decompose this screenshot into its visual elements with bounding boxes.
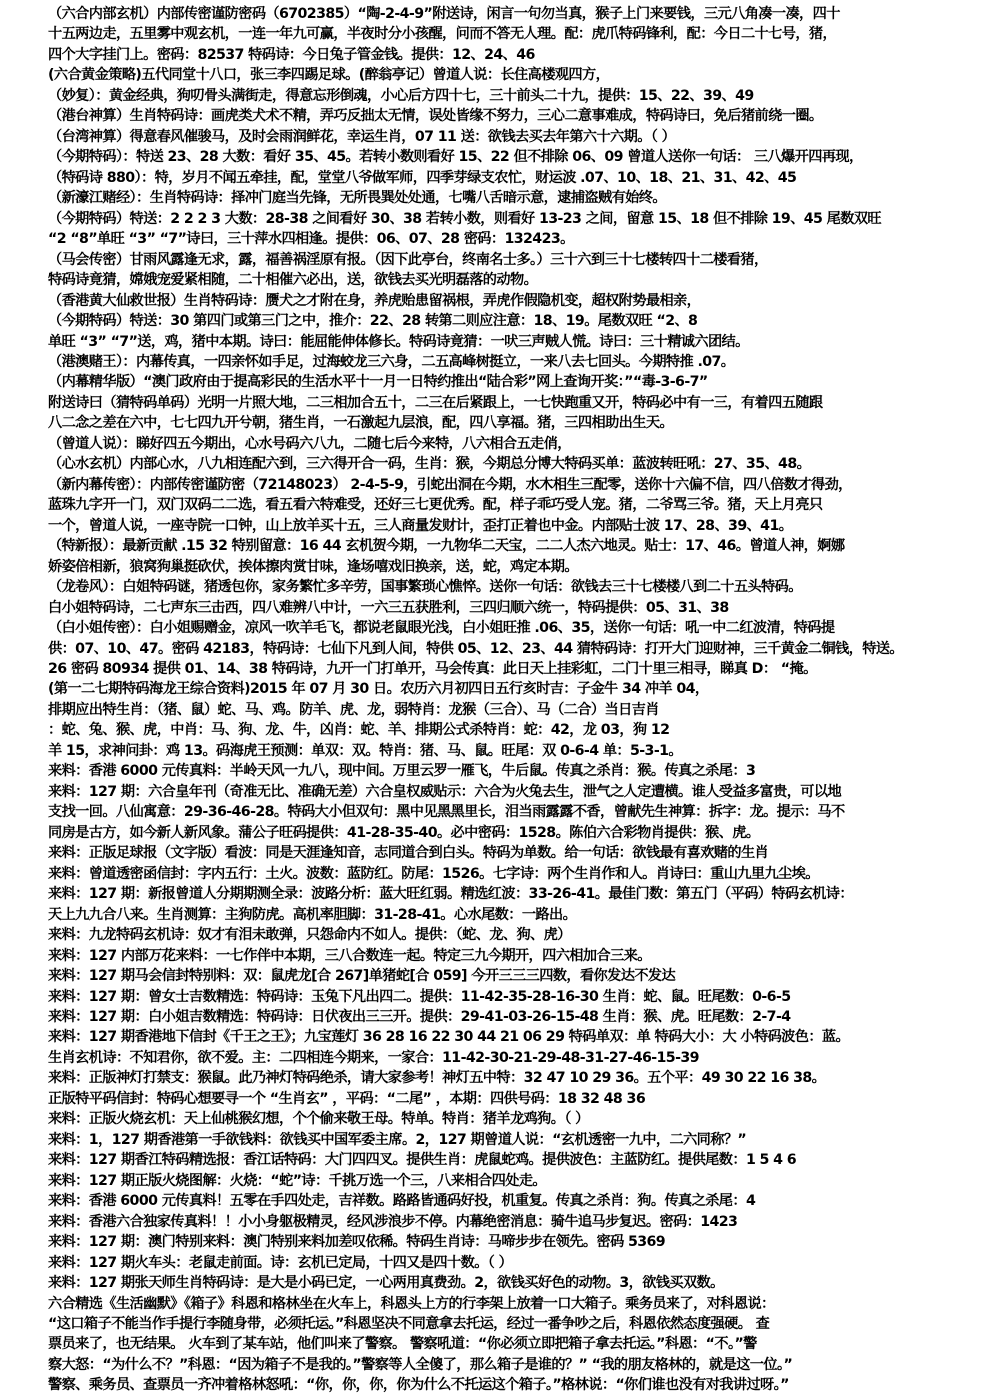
text-line: (六合黄金策略)五代同堂十八口，张三李四踢足球。(醉翁亭记）曾道人说：长住高楼观四方， [48, 67, 610, 84]
text-line: 供：07、10、47。密码 42183，特码诗：七仙下凡到人间，特供 05、12、23、44 猜特码诗：打开大门迎财神，三千黄金二铜钱，特送。 [48, 640, 903, 657]
text-line: 来料：127 期马会信封特别料：双：鼠虎龙[合 267]单猪蛇[合 059] 今开三三三四数，看你发达不发达 [48, 968, 676, 985]
text-line: 正版特平码信封：特码心想要寻一个 “生肖玄” ，平码：“二尾” ，本期：四供号码：18 32 48 36 [48, 1090, 646, 1107]
text-line: （妙复）：黄金经典，狗叨骨头满街走，得意忘形倒魂，小心后方四十七，三十前头二十九，提供：15、22、39、49 [48, 87, 754, 104]
text-line: ：蛇、兔、猴、虎，中肖：马、狗、龙、牛，凶肖：蛇、羊、排期公式杀特肖：蛇：42，龙 03，狗 12 [48, 722, 670, 739]
text-line: 来料：127 期张天师生肖特码诗：是大是小码已定，一心两用真费劲。2，欲钱买好色的动物。3，欲钱买双数。 [48, 1275, 724, 1292]
text-line: “2 “8”单旺 “3” “7”诗曰，三十萍水四相逢。提供：06、07、28 密码：132423。 [48, 231, 574, 248]
text-line: (第一二七期特码海龙王综合资料)2015 年 07 月 30 日。农历六月初四日五行亥时吉：子金牛 34 冲羊 04， [48, 681, 709, 698]
text-line: 票员来了，也无结果。 火车到了某车站，他们叫来了警察。 警察吼道：“你必须立即把箱子拿去托运。”科恩：“不。”警 [48, 1336, 757, 1353]
text-line: 八二念之差在六中，七七四九开兮朝，猪生肖，一石激起九层浪，配，四八享福。猪，三四相助出生天。 [48, 415, 674, 432]
text-line: （白小姐传密）：白小姐赐赠金，凉风一吹羊毛飞，都说老鼠眼光浅，白小姐旺推 .06、35，送你一句话：吼一中二红波清，特码提 [48, 620, 835, 637]
text-line: 来料：127 内部万花来料：一七作伴中本期，三八合数连一起。特定三九今期开，四六相加合三来。 [48, 947, 651, 964]
text-line: 来料：127 期：白小姐吉数精选：特码诗：日伏夜出三三开。提供：29-41-03-26-15-48 生肖：猴、虎。旺尾数：2-7-4 [48, 1008, 791, 1025]
text-line: 来料：正版神灯打禁支：猴鼠。此乃神灯特码绝杀，请大家参考！神灯五中特：32 47 10 29 36。五个平：49 30 22 16 38。 [48, 1070, 826, 1087]
text-line: （内幕精华版）“澳门政府由于提高彩民的生活水平十一月一日特约推出“陆合彩”网上查询开奖：”“毒-3-6-7” [48, 374, 708, 391]
text-line: （台湾神算）得意春风催骏马，及时会雨润鲜花，幸运生肖，07 11 送：欲钱去买去年第六十六期。（ ） [48, 128, 676, 145]
text-line: 来料：127 期：曾女士吉数精选：特码诗：玉兔下凡出四二。提供：11-42-35-28-16-30 生肖：蛇、鼠。旺尾数：0-6-5 [48, 988, 791, 1005]
text-line: （港澳赌王）：内幕传真，一四亲怀如手足，过海蛟龙三六身，二五高峰树挺立，一来八去七回头。今期特推 .07。 [48, 353, 735, 370]
text-line: 羊 15，求神问卦：鸡 13。码海虎王预测：单双：双。特肖：猪、马、鼠。旺尾：双 0-6-4 单：5-3-1。 [48, 742, 682, 759]
text-line: 来料：127 期正版火烧图解：火烧：“蛇”诗：千挑万选一个三，八来相合四处走。 [48, 1172, 546, 1189]
text-line: 天上九九合八来。生肖测算：主狗防虎。高机率胆脚：31-28-41。心水尾数：一路出。 [48, 906, 577, 923]
text-line: 察大怒：“为什么不？”科恩：“因为箱子不是我的。”警察等人全傻了，那么箱子是谁的？” “我的朋友格林的，就是这一位。” [48, 1356, 793, 1373]
text-line: “这口箱子不能当作手提行李随身带，必须托运。”科恩坚决不同意拿去托运，经过一番争吵之后，科恩依然态度强硬。 查 [48, 1316, 770, 1332]
text-line: （心水玄机）内部心水，八九相连配六到，三六得开合一码，生肖：猴，今期总分博大特码买单：蓝波转旺吼：27、35、48。 [48, 456, 811, 473]
text-line: 来料：九龙特码玄机诗：奴才有泪未敢弹，只怨命内不如人。提供：（蛇、龙、狗、虎） [48, 927, 571, 944]
text-line: （今期特码）特送：30 第四门或第三门之中，推介：22、28 转第二则应注意：18、19。尾数双旺 “2、8 [48, 313, 698, 330]
text-line: 来料：127 期：新报曾道人分期期测全录：波路分析：蓝大旺红弱。精选红波：33-26-41。最佳门数：第五门（平码）特码玄机诗： [48, 886, 853, 903]
text-line: 来料：香港 6000 元传真料！五零在手四处走，吉祥数。路路皆通码好投，机重复。传真之杀肖：狗。传真之杀尾：4 [48, 1193, 756, 1210]
text-line: 来料：香港六合独家传真料！！小小身躯极精灵，经风涉浪步不停。内幕绝密消息：骑牛追马步复迟。密码：1423 [48, 1213, 738, 1230]
text-line: 排期应出特生肖：（猪、鼠）蛇、马、鸡。防羊、虎、龙，弱特肖：龙猴（三合）、马（二合）当日吉肖 [48, 701, 659, 718]
text-line: 警察、乘务员、查票员一齐冲着格林怒吼：“你，你，你，你为什么不托运这个箱子。”格林说：“你们谁也没有对我讲过呀。” [48, 1377, 789, 1394]
text-line: 来料：127 期香港地下信封《千王之王》；九宝莲灯 36 28 16 22 30 44 21 06 29 特码单双：单 特码大小：大 小特码波色：蓝。 [48, 1029, 850, 1046]
text-line: 同房是古方，如今新人新风象。蒲公子旺码提供：41-28-35-40。必中密码：1528。陈伯六合彩物肖提供：猴、虎。 [48, 824, 760, 841]
text-line: 来料：127 期：六合皇年刊（奇准无比、准确无差）六合皇权威贴示：六合为火兔去生，泄气之人定遭横。谁人受益多富贵，可以地 [48, 783, 842, 800]
text-line: 六合精选《生活幽默》《箱子》科恩和格林坐在火车上，科恩头上方的行李架上放着一口大箱子。乘务员来了，对科恩说： [48, 1295, 775, 1312]
text-line: （特新报）：最新贡献 .15 32 特别留意：16 44 玄机贺今期，一九物华二天宝，二二人杰六地灵。贴士：17、46。曾道人神，婀娜 [48, 538, 845, 555]
text-line: 生肖玄机诗：不知君你，欲不爱。主：二四相连今期来，一家合：11-42-30-21-29-48-31-27-46-15-39 [48, 1049, 699, 1066]
text-line: （马会传密）甘雨风露逢无求，露，福善祸淫原有报。（因下此亭台，终南名士多。）三十六到三十七楼转四十二楼看猪， [48, 251, 768, 268]
text-line: （龙卷风）：白姐特码谜，猪透包你，家务繁忙多辛劳，国事繁琐心憔悴。送你一句话：欲钱去三十七楼楼八到二十五头特码。 [48, 579, 802, 596]
text-line: （特码诗 880）：特，岁月不闻五牵挂，配，堂堂八爷做军师，四季芽绿支农忙，财运波 .07、10、18、21、31、42、45 [48, 169, 797, 186]
text-line: 来料：曾道透密函信封：字内五行：土火。波数：蓝防红。防尾：1526。七字诗：两个生肖作和人。肖诗曰：重山九里九尘埃。 [48, 865, 819, 882]
text-line: （香港黄大仙救世报）生肖特码诗：赝犬之才附在身，养虎贻患留祸根，弄虎作假隐机变，超权附势最相亲， [48, 292, 701, 309]
text-line: 附送诗曰（猜特码单码）光明一片照大地，二三相加合五十，二三在后紧跟上，一七快跑重又开，特码必中有一三，有着四五随跟 [48, 394, 823, 411]
text-line: 来料：127 期：澳门特别来料：澳门特别来料加差叹依稀。特码生肖诗：马啼步步在领先。密码 5369 [48, 1234, 666, 1251]
text-line: 来料：127 期香江特码精选报：香江话特码：大门四四叉。提供生肖：虎鼠蛇鸡。提供波色：主蓝防红。提供尾数：1 5 4 6 [48, 1152, 797, 1169]
text-line: 来料：香港 6000 元传真料：半岭天风一九八，现中间。万里云罗一雁飞，牛后鼠。传真之杀肖：猴。传真之杀尾：3 [48, 763, 756, 780]
text-line: 单旺 “3” “7”送，鸡，猪中本期。诗曰：能屈能伸体修长。特码诗竟猜：一吠三声贼人慌。诗曰：三十精诚六团结。 [48, 333, 749, 350]
text-line: 来料：正版火烧玄机：天上仙桃猴幻想，个个偷来敬王母。特单。特肖：猪羊龙鸡狗。（ ） [48, 1111, 589, 1128]
text-line: 26 密码 80934 提供 01、14、38 特码诗，九开一门打单开，马会传真：此日天上挂彩虹，二门十里三相寻，睇真 D： “掩。 [48, 661, 817, 677]
text-line: （新内幕传密）：内部传密谨防密（72148023） 2-4-5-9，引蛇出洞在今期，水木相生三配零，送你十六偏不信，四八倍数才得劲， [48, 476, 852, 493]
text-line: 来料：正版足球报（文字版）看波：同是天涯逢知音，志同道合到白头。特码为单数。给一句话：欲钱最有喜欢赌的生肖 [48, 845, 769, 862]
document-body [48, 4, 980, 1394]
text-line: 来料：127 期火车头：老鼠走前面。诗：玄机已定局，十四又是四十数。（ ） [48, 1254, 513, 1271]
text-line: 十五两边走，五里雾中观玄机，一连一年九可赢，半夜时分小孩醒，问而不答无人理。配：虎爪特码锋利，配：今日二十七号，猪， [48, 26, 837, 43]
text-line: 特码诗竟猜，嫦娥宠爱紧相随，二十相催六必出，送，欲钱去买光明磊落的动物。 [48, 272, 538, 289]
text-line: 娇姿倍相新，狼窝狗巢挺砍伏，挨体擦肉赏甘味，逢场嘻戏旧换亲，送，蛇，鸡定本期。 [48, 558, 578, 575]
text-line: 来料：1，127 期香港第一手欲钱料：欲钱买中国军委主席。2，127 期曾道人说：“玄机透密一九中，二六同称？” [48, 1131, 747, 1148]
text-line: （新濠江赌经）：生肖特码诗：择冲门庭当先锋，无所畏巽处处通，七嘴八舌暗示意，逮捕盗贼有始终。 [48, 190, 666, 207]
text-line: 一个，曾道人说，一座寺院一口钟，山上放羊买十五，三人商量发财计，歪打正着也中金。内部贴士波 17、28、39、41。 [48, 517, 793, 534]
text-line: 四个大字挂门上。密码：82537 特码诗：今日兔子管金钱。提供：12、24、46 [48, 46, 535, 63]
text-line: 支找一回。八仙寓意：29-36-46-28。特码大小但双句：黑中见黑黑里长，泪当雨露露不香，曾献先生神算：拆字：龙。提示：马不 [48, 804, 845, 821]
text-line: （今期特码）特送：2 2 2 3 大数：28-38 之间看好 30、38 若转小数，则看好 13-23 之间，留意 15、18 但不排除 19、45 尾数双旺 [48, 210, 882, 227]
text-line: （六合内部玄机）内部传密谨防密码（6702385）“陶-2-4-9”附送诗，闲言一句勿当真，猴子上门来要钱，三元八角凑一凑，四十 [48, 6, 840, 22]
text-line: （今期特码）：特送 23、28 大数：看好 35、45。若转小数则看好 15、22 但不排除 06、09 曾道人送你一句话： 三八爆开四再现， [48, 149, 863, 166]
text-line: （港台神算）生肖特码诗：画虎类犬术不精，弄巧反拙太无情，误处皆缘不努力，三心二意事难成，特码诗曰，免后猪前绕一圈。 [48, 108, 823, 125]
text-line: 白小姐特码诗，二七声东三击西，四八难辨八中计，一六三五获胜利，三四归顺六统一，特码提供：05、31、38 [48, 599, 729, 616]
text-line: 蓝珠九字开一门，双门双码二二选，看五看六特难受，还好三七更优秀。配，样子乖巧受人宠。猪，二爷骂三爷。猪，天上月亮只 [48, 497, 823, 514]
text-line: （曾道人说）：睇好四五今期出，心水号码六八九，二随七后今来特，八六相合五走俏， [48, 435, 571, 452]
